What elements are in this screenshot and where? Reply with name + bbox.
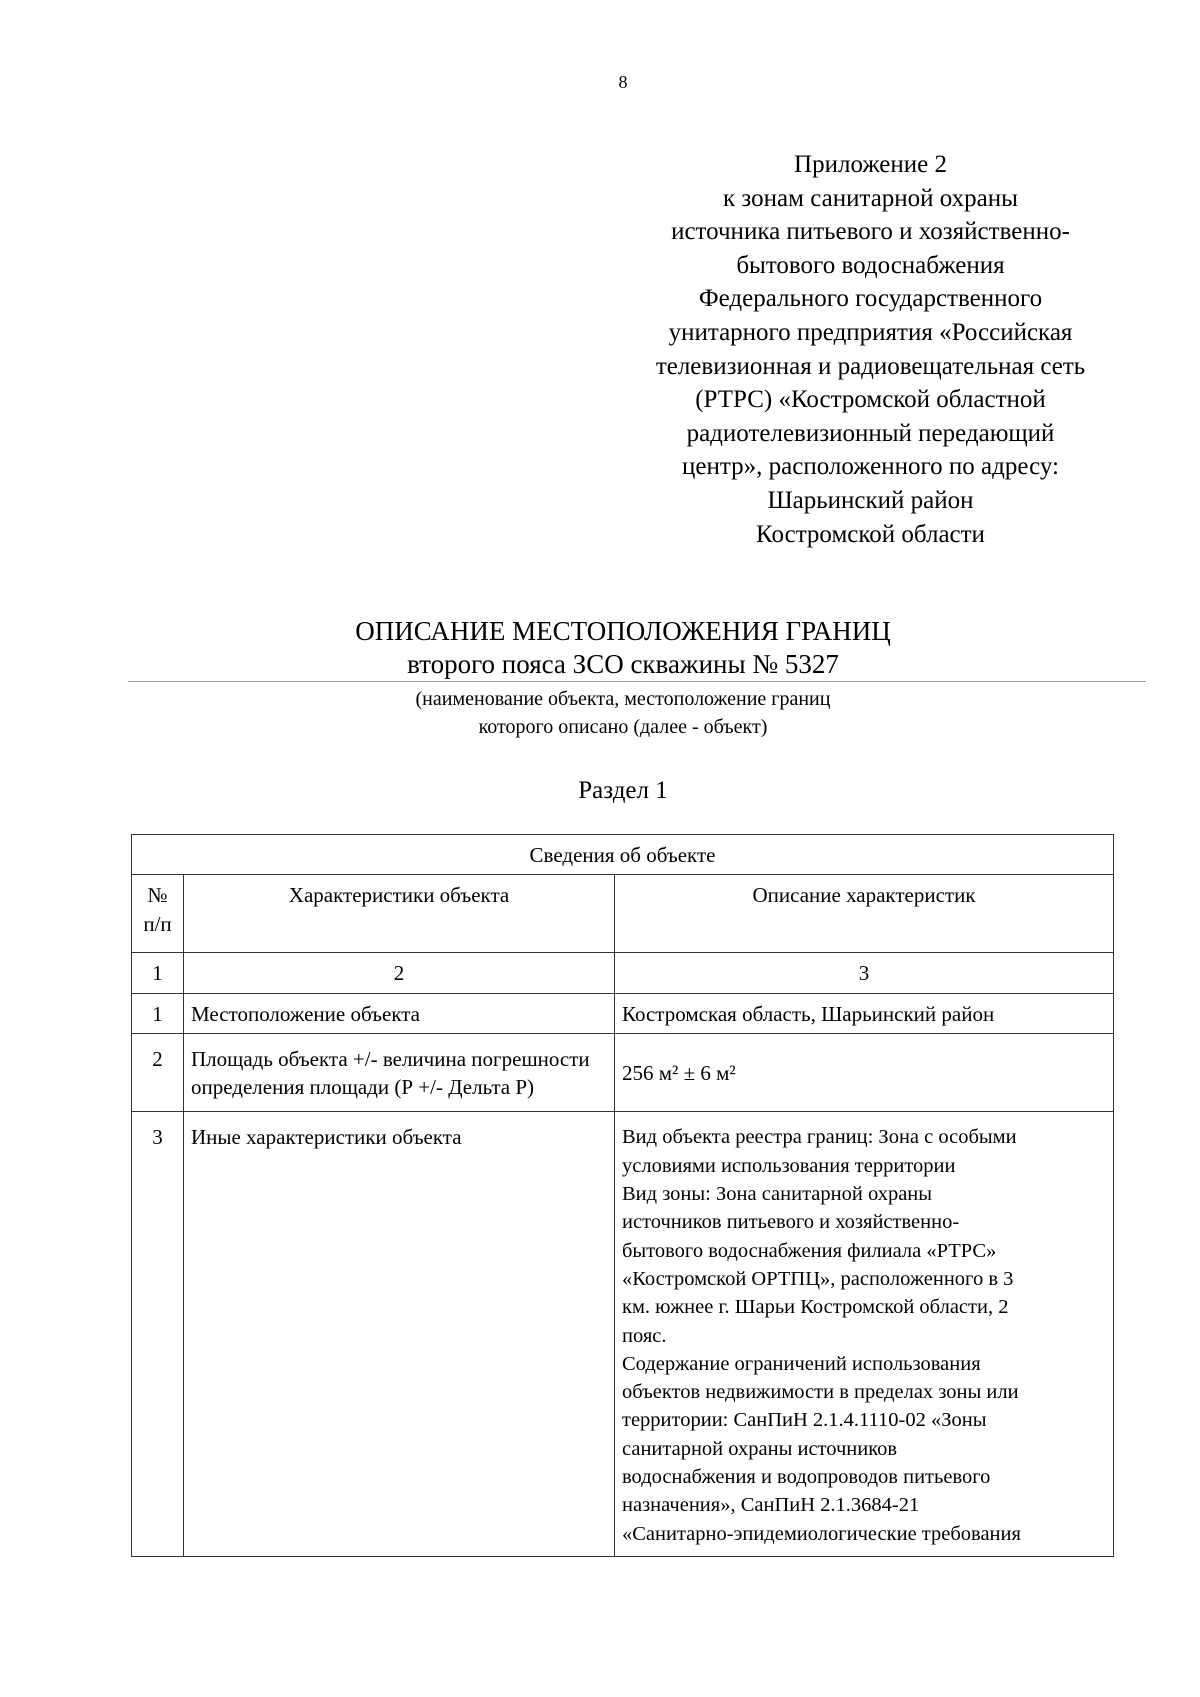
description-line: «Санитарно-эпидемиологические требования xyxy=(622,1522,1021,1545)
appendix-line: источника питьевого и хозяйственно- xyxy=(671,218,1070,246)
table-row xyxy=(132,1033,1114,1112)
subtitle-line: которого описано (далее - объект) xyxy=(478,716,768,738)
description-line: территории: СанПиН 2.1.4.1110-02 «Зоны xyxy=(622,1409,987,1432)
description-line: условиями использования территории xyxy=(622,1154,956,1177)
description-line: назначения», СанПиН 2.1.3684-21 xyxy=(622,1494,920,1517)
description-line: Содержание ограничений использования xyxy=(622,1352,981,1375)
description-line: объектов недвижимости в пределах зоны или xyxy=(622,1381,1019,1404)
table-caption-row xyxy=(132,835,1114,875)
row-number: 2 xyxy=(132,1033,184,1112)
section-title: Раздел 1 xyxy=(578,777,668,804)
description-line: водоснабжения и водопроводов питьевого xyxy=(622,1466,991,1489)
table-header-row xyxy=(132,875,1114,953)
appendix-line: радиотелевизионный передающий xyxy=(686,419,1055,447)
appendix-block xyxy=(598,148,1143,551)
description-line: км. южнее г. Шарьи Костромской области, 2 xyxy=(622,1296,1009,1319)
appendix-line: бытового водоснабжения xyxy=(736,251,1005,279)
row-description: 256 м² ± 6 м² xyxy=(615,1033,1114,1112)
description-line: «Костромской ОРТПЦ», расположенного в 3 xyxy=(622,1267,1014,1290)
appendix-line: телевизионная и радиовещательная сеть xyxy=(655,352,1086,380)
appendix-line: центр», расположенного по адресу: xyxy=(682,453,1059,481)
table-row xyxy=(132,993,1114,1033)
row-characteristic: Местоположение объекта xyxy=(184,993,615,1033)
description-line: санитарной охраны источников xyxy=(622,1437,898,1460)
table-caption: Сведения об объекте xyxy=(132,835,1114,875)
appendix-line: Шарьинский район xyxy=(767,486,974,514)
description-line: Вид объекта реестра границ: Зона с особыми xyxy=(622,1126,1017,1149)
appendix-line: к зонам санитарной охраны xyxy=(723,184,1018,212)
page-number: 8 xyxy=(618,72,628,92)
column-number: 1 xyxy=(132,953,184,993)
description-line: бытового водоснабжения филиала «РТРС» xyxy=(622,1239,997,1262)
row-description xyxy=(615,1112,1114,1556)
appendix-line: Федерального государственного xyxy=(698,285,1043,313)
title-main: ОПИСАНИЕ МЕСТОПОЛОЖЕНИЯ ГРАНИЦ xyxy=(355,616,891,646)
row-number: 1 xyxy=(132,993,184,1033)
header-number: № п/п xyxy=(132,875,184,953)
row-description: Костромская область, Шарьинский район xyxy=(615,993,1114,1033)
header-description: Описание характеристик xyxy=(615,875,1114,953)
appendix-line: (РТРС) «Костромской областной xyxy=(695,386,1046,414)
object-info-table xyxy=(131,834,1114,1557)
subtitle-line: (наименование объекта, местоположение границ xyxy=(415,688,831,710)
appendix-line: Приложение 2 xyxy=(794,151,947,178)
description-line: пояс. xyxy=(622,1324,667,1347)
column-number-row xyxy=(132,953,1114,993)
description-line: источников питьевого и хозяйственно- xyxy=(622,1211,960,1234)
description-line: Вид зоны: Зона санитарной охраны xyxy=(622,1183,933,1206)
title-sub: второго пояса ЗСО скважины № 5327 xyxy=(407,649,839,679)
column-number: 2 xyxy=(184,953,615,993)
appendix-line: унитарного предприятия «Российская xyxy=(668,318,1073,346)
table-row xyxy=(132,1112,1114,1556)
row-number: 3 xyxy=(132,1112,184,1556)
subtitle-note xyxy=(0,685,1200,741)
column-number: 3 xyxy=(615,953,1114,993)
title-underline xyxy=(128,681,1146,682)
row-characteristic: Площадь объекта +/- величина погрешности определения площади (Р +/- Дельта Р) xyxy=(184,1033,615,1112)
row-characteristic: Иные характеристики объекта xyxy=(184,1112,615,1556)
document-title xyxy=(0,615,1200,681)
appendix-line: Костромской области xyxy=(756,520,985,548)
header-characteristics: Характеристики объекта xyxy=(184,875,615,953)
